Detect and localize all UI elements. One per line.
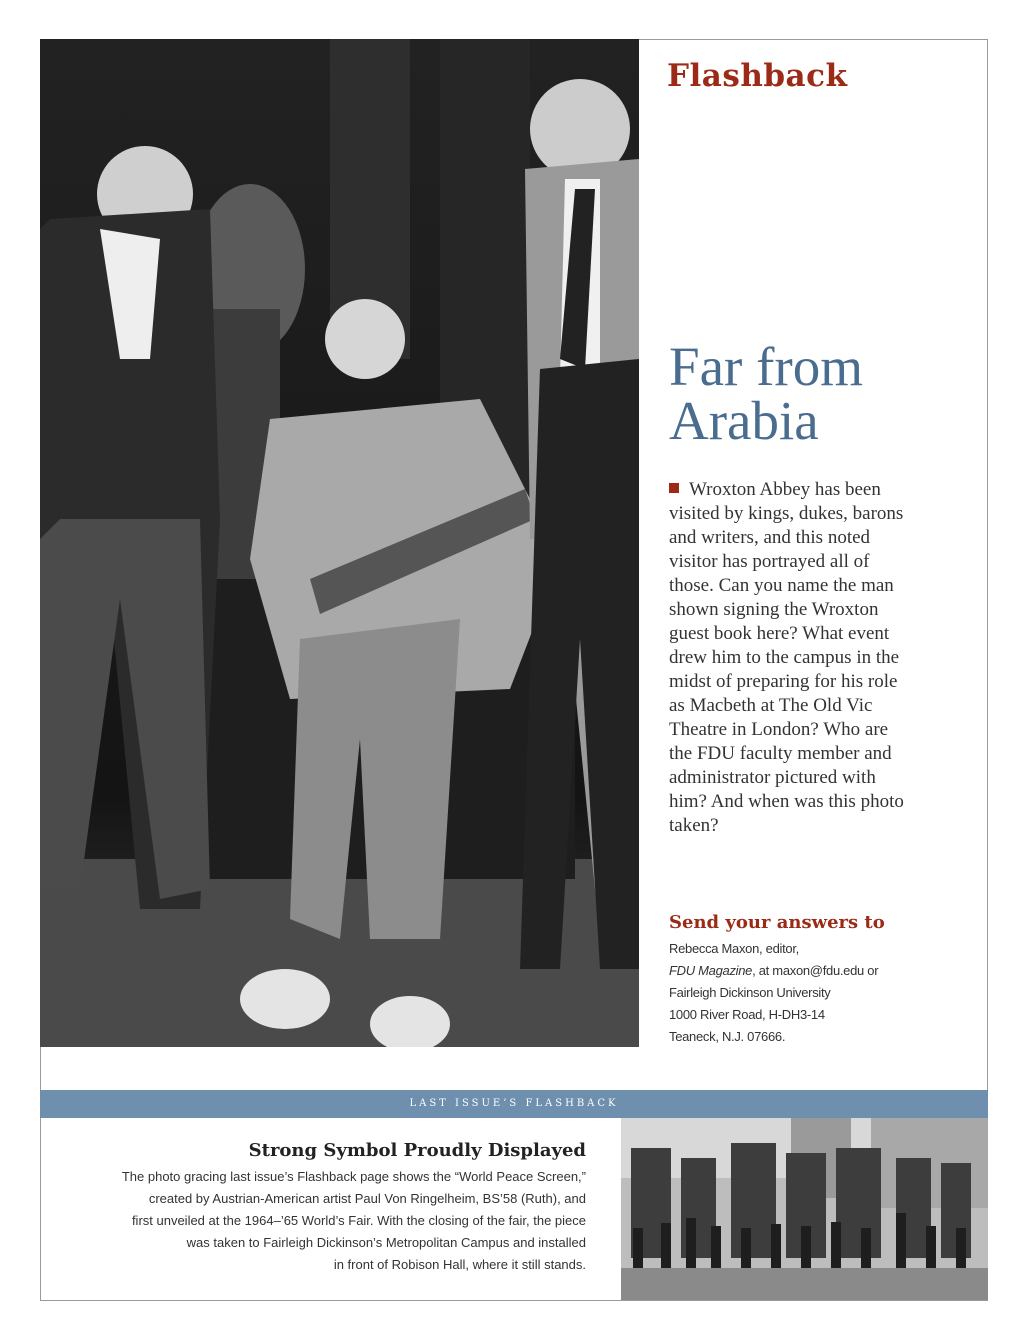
body-text <box>669 478 909 838</box>
address-line <box>669 960 969 982</box>
last-issue-body <box>110 1166 586 1276</box>
address-line: Teaneck, N.J. 07666. <box>669 1029 786 1044</box>
email-text[interactable]: , at maxon@fdu.edu or <box>752 963 879 978</box>
headline: Far from Arabia <box>669 336 863 451</box>
section-title: Flashback <box>667 58 848 94</box>
address-line: Fairleigh Dickinson University <box>669 985 831 1000</box>
last-issue-photo <box>621 1118 988 1300</box>
last-issue-title: Strong Symbol Proudly Displayed <box>248 1140 586 1161</box>
last-issue-line: created by Austrian-American artist Paul Von Ringelheim, BS’58 (Ruth), and <box>148 1191 586 1206</box>
send-address <box>669 938 969 1048</box>
last-issue-band: LAST ISSUE’S FLASHBACK <box>40 1090 988 1118</box>
main-photo <box>40 39 639 1047</box>
last-issue-line: The photo gracing last issue’s Flashback page shows the “World Peace Screen,” <box>121 1169 586 1184</box>
last-issue-line: first unveiled at the 1964–’65 World’s Fair. With the closing of the fair, the piece <box>131 1213 586 1228</box>
address-line: Rebecca Maxon, editor, <box>669 941 799 956</box>
body-paragraph: Wroxton Abbey has been visited by kings, dukes, barons and writers, and this noted visitor has portrayed all of those. Can you name the man shown signing the Wroxton guest book here? What event drew him to the campus in the midst of preparing for his role as Macbeth at The Old Vic Theatre in London? Who are the FDU faculty member and administrator pictured with him? And when was this photo taken? <box>669 479 904 836</box>
address-line: 1000 River Road, H-DH3-14 <box>669 1007 825 1022</box>
magazine-name: FDU Magazine <box>669 963 753 978</box>
send-answers-heading: Send your answers to <box>669 912 885 933</box>
last-issue-line: was taken to Fairleigh Dickinson’s Metropolitan Campus and installed <box>186 1235 586 1250</box>
bullet-square-icon <box>669 483 679 493</box>
last-issue-line: in front of Robison Hall, where it still stands. <box>333 1257 586 1272</box>
